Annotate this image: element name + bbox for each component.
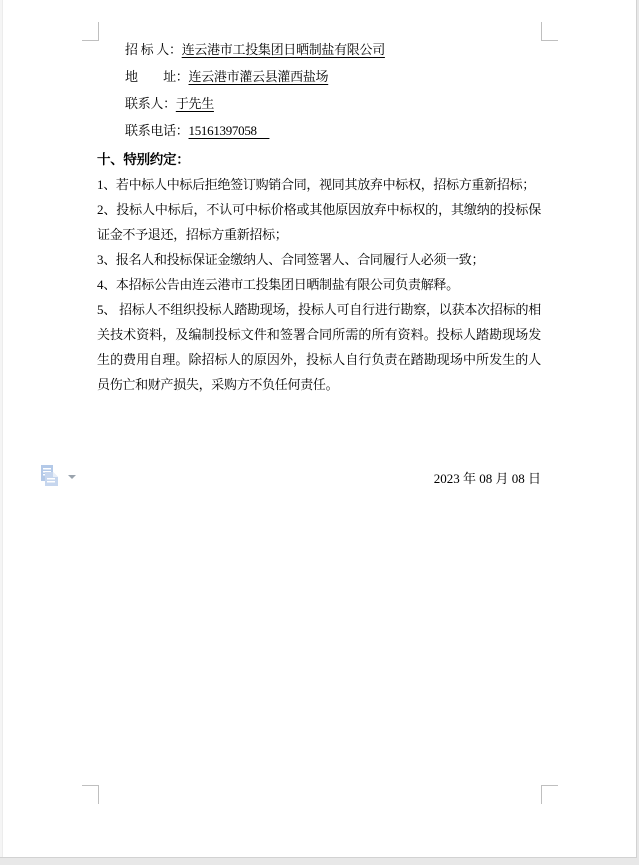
clause-3: 3、报名人和投标保证金缴纳人、合同签署人、合同履行人必须一致； <box>97 252 485 267</box>
contact-label: 招 标 人： <box>125 42 182 57</box>
contact-block <box>125 36 541 144</box>
contact-label: 地 址： <box>125 69 189 84</box>
dropdown-arrow-icon[interactable] <box>68 475 76 479</box>
contact-value: 15161397058 <box>188 123 270 138</box>
clause-5: 5、 招标人不组织投标人踏勘现场，投标人可自行进行勘察，以获本次招标的相关技术资料，及编制投标文件和签署合同所需的所有资料。投标人踏勘现场发生的费用自理。除招标人的原因外，投标人自行负责在踏勘现场中所发生的人员伤亡和财产损失，采购方不负任何责任。 <box>97 302 541 392</box>
text-boundary-mark-bottom-right <box>541 785 558 804</box>
contact-row-tenderer <box>125 36 541 63</box>
contact-row-address <box>125 63 541 90</box>
contact-label: 联系电话： <box>125 123 189 138</box>
document-date: 2023 年 08 月 08 日 <box>433 471 541 486</box>
text-boundary-mark-top-right <box>541 22 558 41</box>
text-boundary-mark-bottom-left <box>82 785 99 804</box>
clause-1: 1、若中标人中标后拒绝签订购销合同，视同其放弃中标权，招标方重新招标； <box>97 177 536 192</box>
section-heading: 十、特别约定： <box>97 152 190 167</box>
contact-value: 连云港市灌云县灌西盐场 <box>188 69 329 84</box>
paste-options-button[interactable] <box>40 465 76 487</box>
document-content <box>97 36 541 397</box>
clause-2: 2、投标人中标后，不认可中标价格或其他原因放弃中标权的，其缴纳的投标保证金不予退还，招标方重新招标； <box>97 202 541 242</box>
contact-row-phone <box>125 117 541 144</box>
clause-4: 4、本招标公告由连云港市工投集团日晒制盐有限公司负责解释。 <box>97 277 459 292</box>
contact-value: 于先生 <box>175 96 214 111</box>
contact-label: 联系人： <box>125 96 176 111</box>
page-left-edge <box>0 0 3 857</box>
contact-value: 连云港市工投集团日晒制盐有限公司 <box>181 42 385 57</box>
contact-row-person <box>125 90 541 117</box>
paste-options-icon <box>40 465 59 487</box>
